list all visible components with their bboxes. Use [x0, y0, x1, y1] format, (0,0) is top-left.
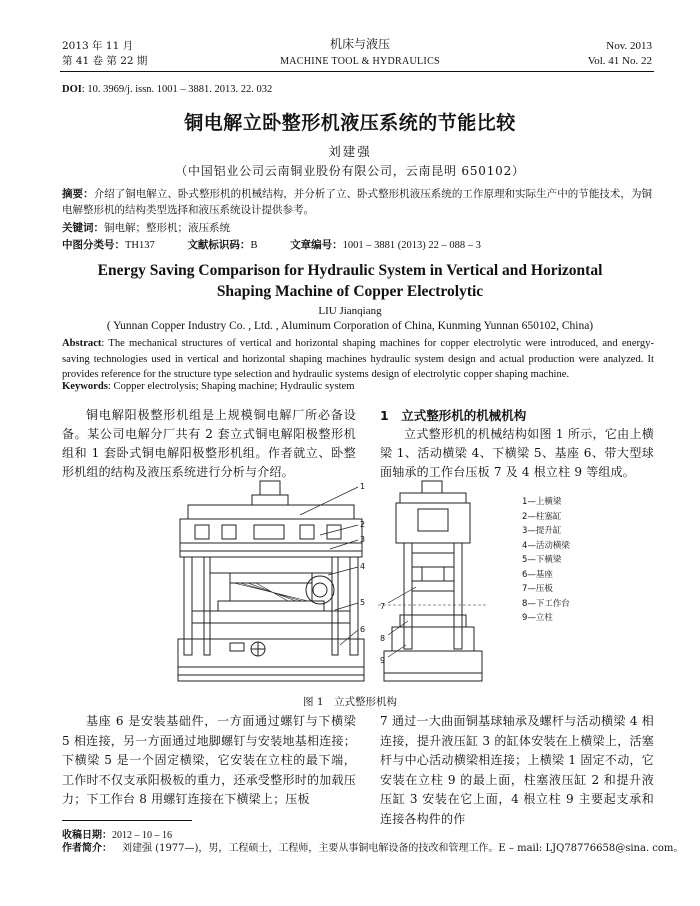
title-en-line2: Shaping Machine of Copper Electrolytic [216, 283, 484, 300]
classification-line [62, 237, 481, 252]
callout-8: 8 [380, 634, 386, 643]
keywords-en-label: Keywords [62, 381, 108, 392]
abstract-cn-text: 介绍了铜电解立、卧式整形机的机械结构，并分析了立、卧式整形机液压系统的工作原理和实际生产中的节能技术，为铜电解整形机的结构类型选择和液压系统设计提供参考。 [62, 188, 652, 216]
bio-text: 刘建强 (1977—)，男，工程硕士，工程师，主要从事铜电解设备的技改和管理工作。E – mail: LJQ78776658@sina. com。 [122, 843, 684, 854]
callout-9: 9 [380, 656, 386, 665]
legend-item: 4—活动横梁 [522, 540, 570, 551]
figure-legend [522, 495, 602, 626]
legend-item: 9—立柱 [522, 613, 553, 623]
keywords-cn-text: 铜电解；整形机；液压系统 [104, 222, 230, 234]
doccode-value: B [250, 240, 258, 251]
legend-item: 3—提升缸 [522, 526, 562, 536]
abstract-en-label: Abstract [62, 338, 102, 349]
doi [62, 84, 272, 95]
abstract-en [62, 336, 654, 383]
clc-value: TH137 [125, 240, 155, 251]
legend-item: 1—上横梁 [522, 497, 562, 507]
callout-2: 2 [360, 520, 366, 529]
callout-6: 6 [360, 625, 366, 634]
author-bio [62, 842, 700, 856]
affiliation-cn: （中国铝业公司云南铜业股份有限公司，云南昆明 650102） [175, 164, 525, 178]
callout-5: 5 [360, 598, 366, 607]
body-left-column: 基座 6 是安装基础件，一方面通过螺钉与下横梁 5 相连接，另一方面通过地脚螺钉与安装地基相连接；下横梁 5 是一个固定横梁，它安装在立柱的最下端，工作时不仅支承阳极板的重力，还承受整形时的加载压力；下工作台 8 用螺钉连接在下横梁上；压板 [62, 714, 356, 806]
header-rule [60, 71, 654, 72]
doi-value: : 10. 3969/j. issn. 1001 – 3881. 2013. 22. 032 [81, 84, 273, 95]
keywords-cn [62, 220, 230, 235]
callout-4: 4 [360, 562, 366, 571]
front-view-drawing [170, 475, 375, 690]
doi-label: DOI [62, 84, 82, 95]
legend-item: 8—下工作台 [522, 598, 570, 609]
abstract-cn-label: 摘要： [62, 188, 94, 200]
journal-title: 机床与液压 [329, 37, 390, 51]
author-en: LIU Jianqiang [318, 305, 382, 317]
section1-paragraph: 立式整形机的机械结构如图 1 所示，它由上横梁 1、活动横梁 4、下横梁 5、基座 6、带大型球面轴承的工作台压板 7 及 4 根立柱 9 等组成。 [380, 427, 654, 479]
bio-label: 作者简介： [62, 843, 112, 854]
header-date: 2013 年 11 月 [62, 40, 134, 52]
footnote-rule [62, 820, 192, 821]
header-volume: 第 41 卷 第 22 期 [62, 55, 148, 67]
received-date [62, 826, 172, 841]
section1-heading: 1 立式整形机的机械机构 [380, 408, 527, 423]
abstract-cn [62, 186, 652, 218]
article-label: 文章编号： [290, 239, 343, 251]
header-date-en: Nov. 2013 [606, 40, 652, 52]
figure-1 [170, 475, 570, 690]
title-en-line1: Energy Saving Comparison for Hydraulic System in Vertical and Horizontal [97, 262, 603, 279]
figure-caption: 图 1 立式整形机构 [302, 696, 398, 708]
keywords-cn-label: 关键词： [62, 222, 104, 234]
callout-3: 3 [360, 535, 366, 544]
header-volume-en: Vol. 41 No. 22 [587, 55, 652, 67]
doccode-label: 文献标识码： [187, 239, 251, 251]
callout-7: 7 [380, 602, 386, 611]
side-view-drawing [378, 475, 488, 690]
intro-paragraph: 铜电解阳极整形机组是上规模铜电解厂所必备设备。某公司电解分厂共有 2 套立式铜电解阳极整形机组和 1 套卧式铜电解阳极整形机组。作者就立、卧整形机组的结构及液压系统进行分析与介绍。 [62, 408, 356, 479]
keywords-en-text: : Copper electrolysis; Shaping machine; Hydraulic system [107, 381, 355, 392]
callout-1: 1 [360, 482, 366, 491]
clc-label: 中图分类号： [62, 239, 125, 251]
journal-title-en: MACHINE TOOL & HYDRAULICS [280, 56, 440, 67]
article-value: 1001 – 3881 (2013) 22 – 088 – 3 [342, 240, 481, 251]
received-value: 2012 – 10 – 16 [112, 830, 172, 841]
legend-item: 2—柱塞缸 [522, 511, 562, 522]
received-label: 收稿日期： [62, 830, 112, 841]
body-right-column: 7 通过一大曲面铜基球轴承及螺杆与活动横梁 4 相连接，提升液压缸 3 的缸体安装在上横梁上，活塞杆与中心活动横梁相连接；上横梁 1 固定不动，它安装在立柱 9 的最上面，柱塞液压缸 2 和提升液压缸 3 安装在它上面，4 根立柱 9 主要起支承和连接各构件的作 [380, 714, 654, 826]
keywords-en [62, 381, 354, 392]
author-cn: 刘建强 [328, 144, 372, 159]
abstract-en-text: : The mechanical structures of vertical and horizontal shaping machines for copper electrolytic were introduced, and energy-saving technologies used in vertical and horizontal shaping machines hydraulic system design and actual production were analyzed. It provides reference for the structure type selection and hydraulic systems design of electrolytic copper shaping machine. [62, 338, 654, 380]
legend-item: 7—压板 [522, 584, 553, 594]
affiliation-en: ( Yunnan Copper Industry Co. , Ltd. , Aluminum Corporation of China, Kunming Yunnan 650102, China) [106, 320, 594, 332]
title-cn: 铜电解立卧整形机液压系统的节能比较 [184, 112, 516, 134]
legend-item: 5—下横梁 [522, 555, 562, 565]
legend-item: 6—基座 [522, 569, 553, 580]
